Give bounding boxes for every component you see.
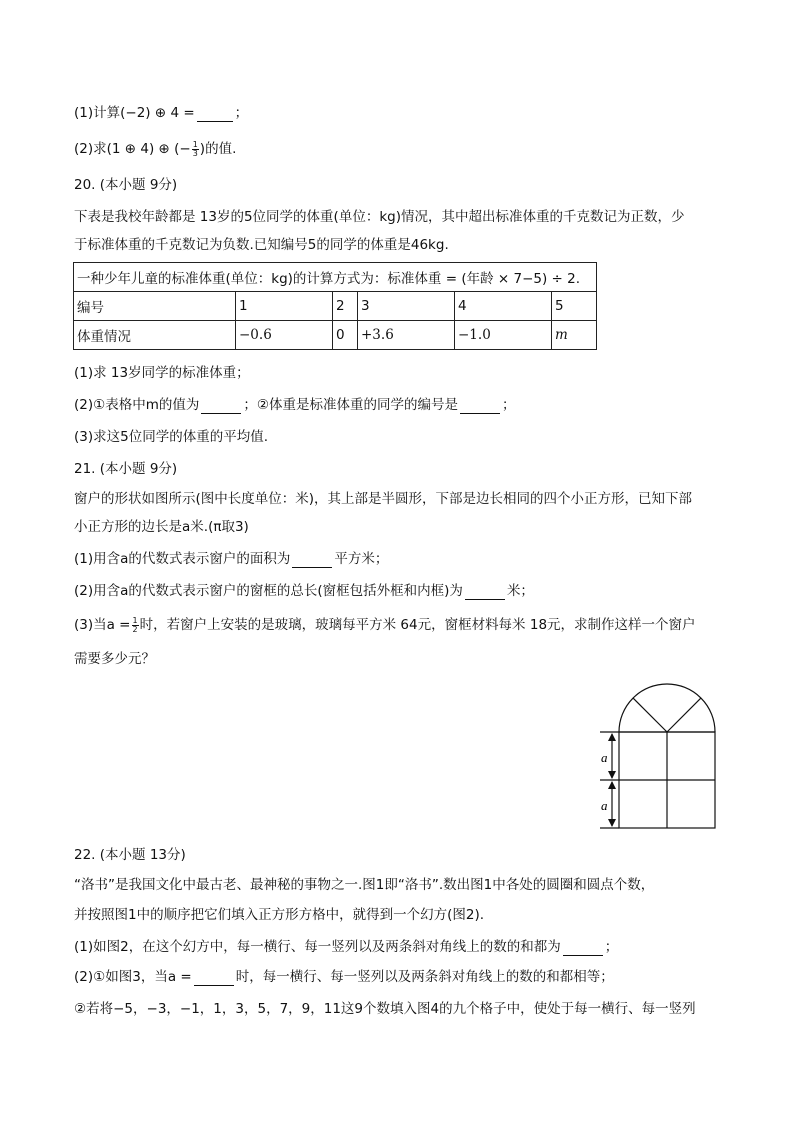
table-cell: 3	[358, 292, 455, 321]
q21-part2-text-b: 米；	[506, 583, 534, 599]
q21-part2-text-a: (2)用含a的代数式表示窗户的窗框的总长(窗框包括外框和内框)为	[74, 583, 463, 599]
window-spoke	[667, 698, 701, 732]
fraction-numerator: 1	[132, 615, 138, 625]
q22-part2-text-b: 时，每一横行、每一竖列以及两条斜对角线上的数的和都相等；	[235, 969, 614, 985]
dimension-label-a: a	[601, 750, 608, 765]
q19-part1	[74, 104, 248, 122]
answer-blank	[465, 585, 505, 600]
q21-part1-text-a: (1)用含a的代数式表示窗户的面积为	[74, 551, 291, 567]
dimension-label-a: a	[601, 798, 608, 813]
answer-blank	[197, 107, 233, 122]
answer-blank	[563, 941, 603, 956]
answer-blank	[460, 399, 500, 414]
table-cell: 5	[552, 292, 597, 321]
q20-part2-text-c: ；	[502, 397, 516, 413]
q21-part3-text-b: 时，若窗户上安装的是玻璃，玻璃每平方米 64元，窗框材料每米 18元，求制作这样一个窗户	[139, 617, 696, 633]
table-formula-cell: 一种少年儿童的标准体重(单位：kg)的计算方式为：标准体重 = (年龄 × 7−5) ÷ 2.	[74, 263, 597, 292]
q21-intro-line2: 小正方形的边长是a米.(π取3)	[74, 519, 249, 535]
q20-part2	[74, 396, 516, 414]
q22-part2-cont: ②若将−5，−3，−1，1，3，5，7，9，11这9个数填入图4的九个格子中，使处于每一横行、每一竖列	[74, 1001, 696, 1017]
table-cell: 0	[333, 321, 358, 350]
table-cell: 2	[333, 292, 358, 321]
window-figure	[598, 682, 722, 834]
fraction-denominator: 2	[132, 624, 138, 634]
q19-part2-text-b: )的值.	[199, 141, 237, 157]
q22-part1-text-a: (1)如图2，在这个幻方中，每一横行、每一竖列以及两条斜对角线上的数的和都为	[74, 939, 561, 955]
table-cell: +3.6	[358, 321, 455, 350]
q21-part3-cont: 需要多少元？	[74, 651, 155, 667]
q22-part1-text-b: ；	[604, 939, 619, 955]
table-cell: 4	[455, 292, 552, 321]
q20-intro-line1: 下表是我校年龄都是 13岁的5位同学的体重(单位：kg)情况，其中超出标准体重的千克数记为正数，少	[74, 209, 685, 225]
q21-header: 21. (本小题 9分)	[74, 461, 178, 477]
q20-part1: (1)求 13岁同学的标准体重；	[74, 365, 250, 381]
window-semicircle	[619, 684, 715, 732]
q21-part2	[74, 582, 534, 600]
table-row	[74, 292, 597, 321]
answer-blank	[292, 553, 332, 568]
table-cell: −1.0	[455, 321, 552, 350]
q22-intro-line2: 并按照图1中的顺序把它们填入正方形方格中，就得到一个幻方(图2).	[74, 907, 485, 923]
table-row-label: 编号	[74, 292, 236, 321]
fraction	[132, 617, 139, 634]
q21-part1-text-b: 平方米；	[334, 551, 389, 567]
arrowhead-up-icon	[608, 781, 616, 789]
q22-intro-line1: “洛书”是我国文化中最古老、最神秘的事物之一.图1即“洛书”.数出图1中各处的圆圈和圆点个数，	[74, 877, 655, 893]
q22-header: 22. (本小题 13分)	[74, 847, 186, 863]
q21-part3	[74, 616, 696, 634]
q19-part1-text: (1)计算(−2) ⊕ 4 =	[74, 105, 195, 121]
table-cell: 1	[236, 292, 333, 321]
fraction-numerator: 1	[192, 139, 198, 149]
arrowhead-down-icon	[608, 771, 616, 779]
q20-part2-text-b: ；②体重是标准体重的同学的编号是	[243, 397, 458, 413]
table-cell: m	[552, 321, 597, 350]
table-row	[74, 263, 597, 292]
q20-part2-text-a: (2)①表格中m的值为	[74, 397, 200, 413]
window-spoke	[633, 698, 667, 732]
table-row	[74, 321, 597, 350]
q22-part1	[74, 938, 618, 956]
q20-header: 20. (本小题 9分)	[74, 177, 178, 193]
table-cell: −0.6	[236, 321, 333, 350]
q19-part2-text-a: (2)求(1 ⊕ 4) ⊕ (−	[74, 141, 191, 157]
fraction-denominator: 3	[192, 148, 198, 158]
answer-blank	[201, 399, 241, 414]
weight-table	[73, 262, 597, 350]
q21-part3-text-a: (3)当a =	[74, 617, 131, 633]
q22-part2	[74, 968, 614, 986]
q21-intro-line1: 窗户的形状如图所示(图中长度单位：米)，其上部是半圆形，下部是边长相同的四个小正方形，已知下部	[74, 491, 693, 507]
arrowhead-down-icon	[608, 819, 616, 827]
answer-blank	[194, 971, 234, 986]
fraction	[192, 141, 199, 158]
arrowhead-up-icon	[608, 733, 616, 741]
table-row-label: 体重情况	[74, 321, 236, 350]
q19-part1-end: ；	[234, 105, 249, 121]
q20-part3: (3)求这5位同学的体重的平均值.	[74, 429, 269, 445]
q20-intro-line2: 于标准体重的千克数记为负数.已知编号5的同学的体重是46kg.	[74, 237, 449, 253]
q19-part2	[74, 140, 236, 158]
q21-part1	[74, 550, 388, 568]
q22-part2-text-a: (2)①如图3，当a =	[74, 969, 192, 985]
